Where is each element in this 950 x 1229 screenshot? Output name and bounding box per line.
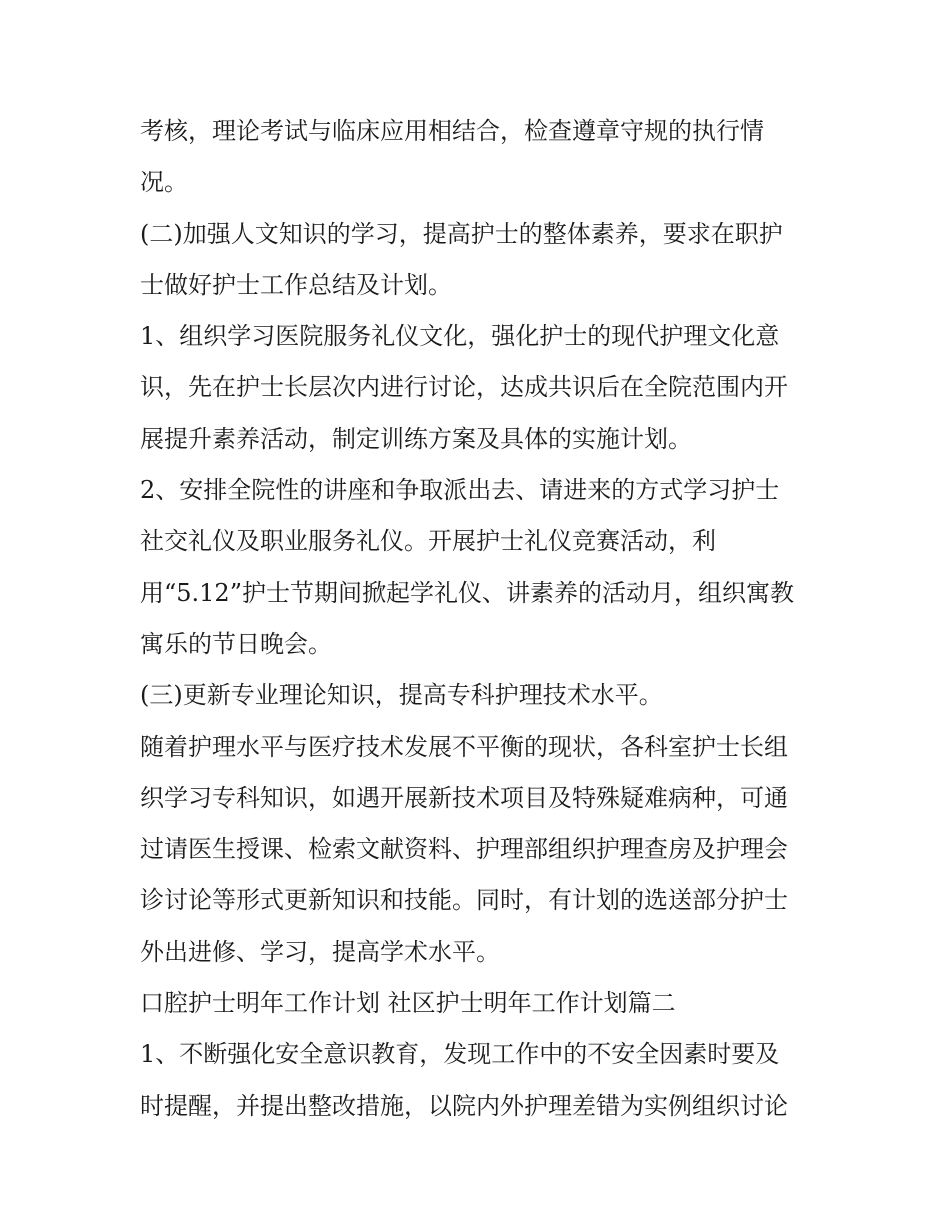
text-line: 考核，理论考试与临床应用相结合，检查遵章守规的执行情 — [140, 117, 764, 145]
text-line: 过请医生授课、检索文献资料、护理部组织护理查房及护理会 — [140, 835, 788, 864]
text-line: 诊讨论等形式更新知识和技能。同时，有计划的选送部分护士 — [140, 886, 788, 915]
text-line: (二)加强人文知识的学习，提高护士的整体素养，要求在职护 — [140, 219, 783, 248]
document-body — [140, 106, 820, 1132]
section-heading: 口腔护士明年工作计划 社区护士明年工作计划篇二 — [140, 989, 676, 1018]
text-line: 1、组织学习医院服务礼仪文化，强化护士的现代护理文化意 — [140, 322, 780, 351]
text-line: 展提升素养活动，制定训练方案及具体的实施计划。 — [140, 424, 692, 453]
text-line: 2、安排全院性的讲座和争取派出去、请进来的方式学习护士 — [140, 476, 780, 505]
text-line: 寓乐的节日晚会。 — [140, 629, 332, 658]
text-line: 随着护理水平与医疗技术发展不平衡的现状，各科室护士长组 — [140, 732, 788, 761]
text-line: 织学习专科知识，如遇开展新技术项目及特殊疑难病种，可通 — [140, 783, 788, 812]
text-line: 1、不断强化安全意识教育，发现工作中的不安全因素时要及 — [140, 1040, 780, 1069]
text-line: 士做好护士工作总结及计划。 — [140, 270, 452, 299]
text-line: (三)更新专业理论知识，提高专科护理技术水平。 — [140, 681, 663, 710]
text-line: 外出进修、学习，提高学术水平。 — [140, 937, 500, 966]
text-line: 识，先在护士长层次内进行讨论，达成共识后在全院范围内开 — [140, 373, 788, 402]
text-line: 用“5.12”护士节期间掀起学礼仪、讲素养的活动月，组织寓教 — [140, 578, 794, 607]
text-line: 时提醒，并提出整改措施，以院内外护理差错为实例组织讨论 — [140, 1091, 788, 1120]
text-line: 况。 — [140, 168, 188, 197]
text-line: 社交礼仪及职业服务礼仪。开展护士礼仪竞赛活动，利 — [140, 527, 716, 556]
